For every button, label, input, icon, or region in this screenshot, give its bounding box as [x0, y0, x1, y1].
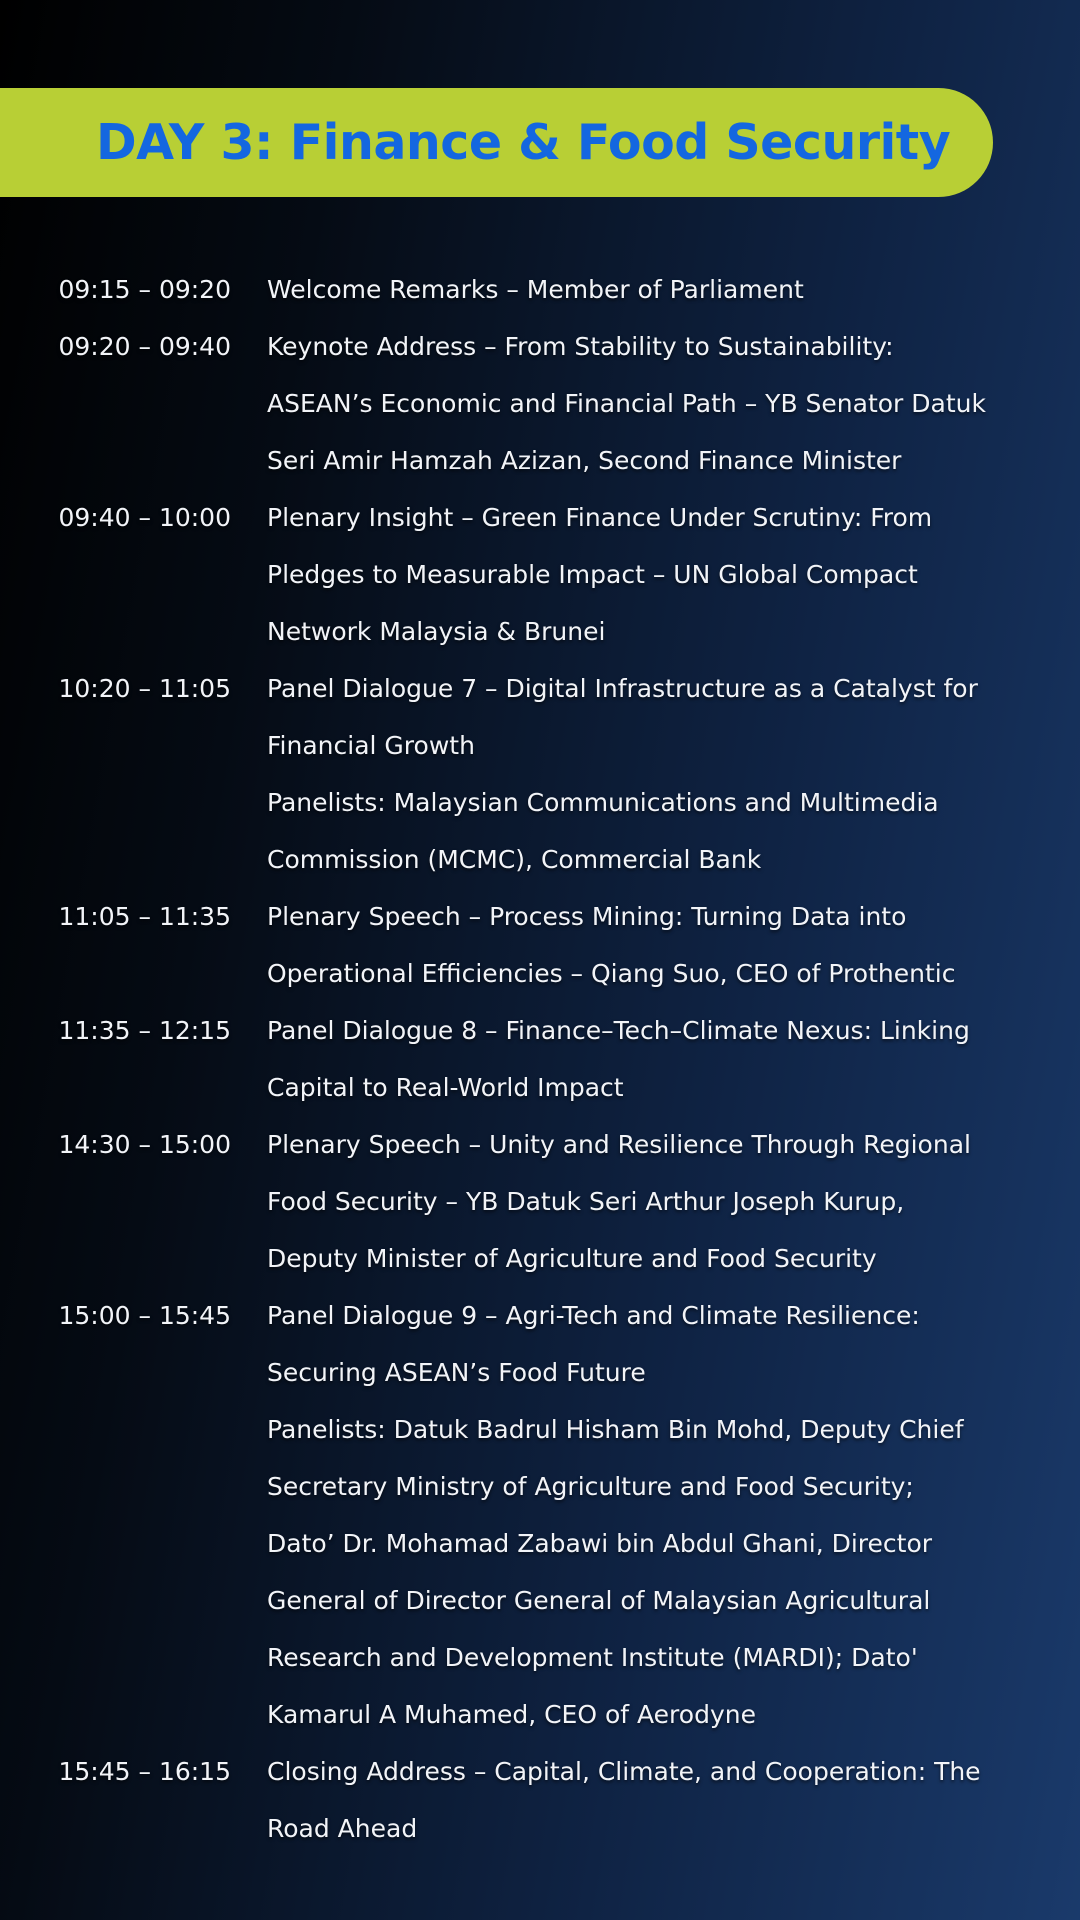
session-description-line: Deputy Minister of Agriculture and Food Security [267, 1244, 877, 1273]
session-description-line: Plenary Insight – Green Finance Under Scrutiny: From [267, 503, 933, 532]
schedule-row [0, 1002, 1080, 1116]
session-description-line: Panel Dialogue 8 – Finance–Tech–Climate Nexus: Linking [267, 1016, 970, 1045]
session-description-line: Plenary Speech – Process Mining: Turning Data into [267, 902, 907, 931]
session-description-line: Panel Dialogue 7 – Digital Infrastructure as a Catalyst for [267, 674, 978, 703]
session-description-line: ASEAN’s Economic and Financial Path – YB Senator Datuk [267, 389, 986, 418]
session-description-line: Capital to Real-World Impact [267, 1073, 624, 1102]
day-banner [0, 88, 993, 197]
schedule-row [0, 261, 1080, 318]
session-description-line: Network Malaysia & Brunei [267, 617, 606, 646]
schedule-row [0, 489, 1080, 660]
session-description [267, 1743, 1037, 1857]
session-description [267, 318, 1037, 489]
session-description-line: Operational Efficiencies – Qiang Suo, CEO of Prothentic [267, 959, 956, 988]
session-description [267, 1287, 1037, 1743]
session-time: 09:20 – 09:40 [58, 332, 231, 361]
page-title: DAY 3: Finance & Food Security [96, 114, 951, 171]
session-description [267, 489, 1037, 660]
schedule-row [0, 888, 1080, 1002]
session-description-line: Commission (MCMC), Commercial Bank [267, 845, 762, 874]
session-description [267, 660, 1037, 888]
session-description [267, 1002, 1037, 1116]
schedule-row [0, 318, 1080, 489]
session-description-line: General of Director General of Malaysian Agricultural [267, 1586, 931, 1615]
session-description [267, 888, 1037, 1002]
schedule-row [0, 1116, 1080, 1287]
session-time: 15:45 – 16:15 [58, 1757, 231, 1786]
session-description-line: Closing Address – Capital, Climate, and Cooperation: The [267, 1757, 981, 1786]
session-description-line: Securing ASEAN’s Food Future [267, 1358, 646, 1387]
session-description-line: Panelists: Datuk Badrul Hisham Bin Mohd, Deputy Chief [267, 1415, 964, 1444]
session-description-line: Kamarul A Muhamed, CEO of Aerodyne [267, 1700, 756, 1729]
session-description-line: Road Ahead [267, 1814, 418, 1843]
session-time: 15:00 – 15:45 [58, 1301, 231, 1330]
session-time: 10:20 – 11:05 [58, 674, 231, 703]
session-description-line: Secretary Ministry of Agriculture and Food Security; [267, 1472, 914, 1501]
session-description-line: Panel Dialogue 9 – Agri-Tech and Climate Resilience: [267, 1301, 920, 1330]
session-description-line: Food Security – YB Datuk Seri Arthur Joseph Kurup, [267, 1187, 905, 1216]
session-time: 09:15 – 09:20 [58, 275, 231, 304]
session-description-line: Research and Development Institute (MARDI); Dato' [267, 1643, 918, 1672]
session-time: 11:05 – 11:35 [58, 902, 231, 931]
session-description-line: Pledges to Measurable Impact – UN Global Compact [267, 560, 918, 589]
session-description [267, 261, 1037, 318]
session-description-line: Welcome Remarks – Member of Parliament [267, 275, 804, 304]
schedule-row [0, 1287, 1080, 1743]
session-time: 09:40 – 10:00 [58, 503, 231, 532]
schedule-list [0, 261, 1080, 1857]
session-time: 14:30 – 15:00 [58, 1130, 231, 1159]
session-description-line: Seri Amir Hamzah Azizan, Second Finance Minister [267, 446, 902, 475]
session-description-line: Plenary Speech – Unity and Resilience Through Regional [267, 1130, 971, 1159]
session-description-line: Dato’ Dr. Mohamad Zabawi bin Abdul Ghani, Director [267, 1529, 933, 1558]
schedule-row [0, 1743, 1080, 1857]
session-description [267, 1116, 1037, 1287]
session-time: 11:35 – 12:15 [58, 1016, 231, 1045]
session-description-line: Keynote Address – From Stability to Sustainability: [267, 332, 894, 361]
session-description-line: Financial Growth [267, 731, 475, 760]
session-description-line: Panelists: Malaysian Communications and Multimedia [267, 788, 939, 817]
schedule-row [0, 660, 1080, 888]
